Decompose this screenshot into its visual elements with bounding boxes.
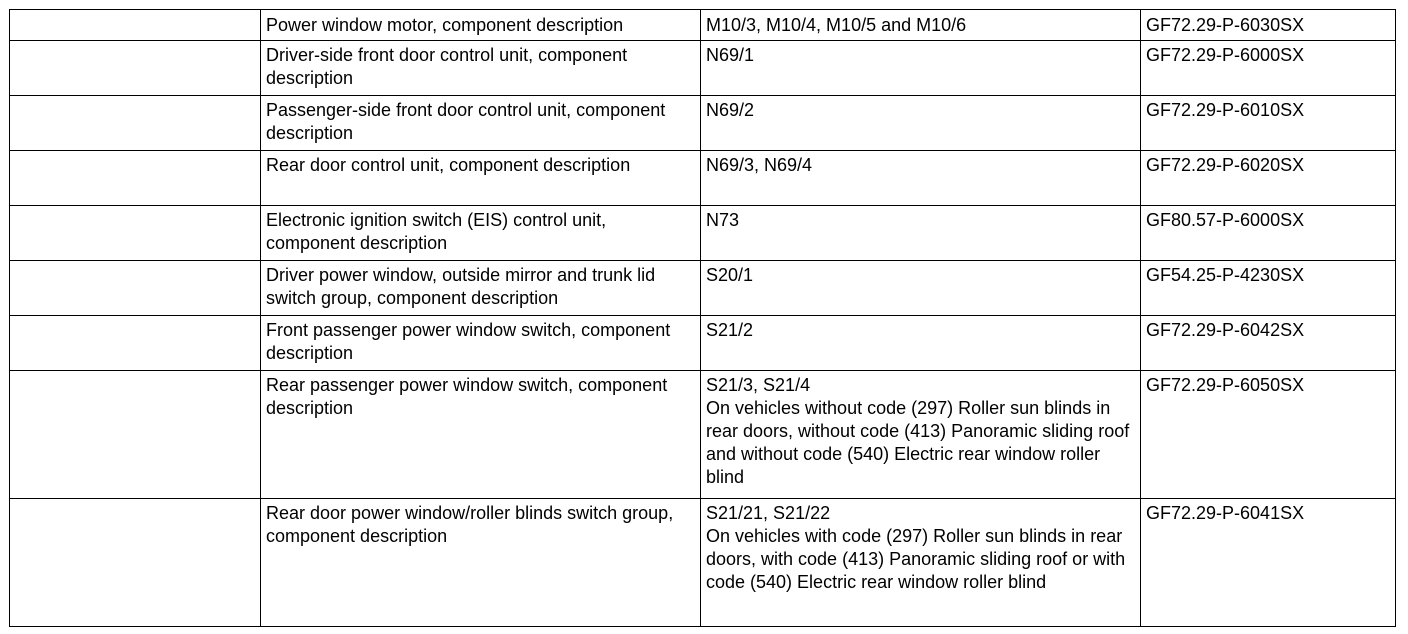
description-cell: Driver power window, outside mirror and trunk lid switch group, component description: [261, 261, 701, 316]
component-cell: [701, 10, 1141, 41]
document-link[interactable]: GF72.29-P-6050SX: [1141, 371, 1396, 499]
table-row: [10, 96, 1396, 151]
table-row: [10, 151, 1396, 206]
component-cell: [701, 41, 1141, 96]
component-code: N73: [706, 210, 740, 230]
component-code: M10/3, M10/4, M10/5 and M10/6: [706, 15, 967, 35]
component-code: S20/1: [706, 265, 754, 285]
component-code: S21/3, S21/4: [706, 375, 811, 395]
component-cell: [701, 206, 1141, 261]
table-row: [10, 206, 1396, 261]
component-cell: [701, 96, 1141, 151]
description-cell: Electronic ignition switch (EIS) control unit, component description: [261, 206, 701, 261]
empty-cell: [10, 206, 261, 261]
empty-cell: [10, 96, 261, 151]
description-cell: Rear door control unit, component description: [261, 151, 701, 206]
component-code: N69/2: [706, 100, 755, 120]
component-condition: On vehicles with code (297) Roller sun blinds in rear doors, with code (413) Panoramic sliding roof or with code (540) Electric rear window roller blind: [706, 526, 1126, 592]
empty-cell: [10, 499, 261, 627]
description-cell: Driver-side front door control unit, component description: [261, 41, 701, 96]
description-cell: Rear door power window/roller blinds switch group, component description: [261, 499, 701, 627]
component-cell: [701, 499, 1141, 627]
empty-cell: [10, 371, 261, 499]
component-cell: [701, 371, 1141, 499]
component-cell: [701, 316, 1141, 371]
empty-cell: [10, 10, 261, 41]
component-code: S21/21, S21/22: [706, 503, 831, 523]
document-link[interactable]: GF72.29-P-6041SX: [1141, 499, 1396, 627]
document-link[interactable]: GF72.29-P-6030SX: [1141, 10, 1396, 41]
empty-cell: [10, 316, 261, 371]
table-row: [10, 41, 1396, 96]
document-link[interactable]: GF72.29-P-6042SX: [1141, 316, 1396, 371]
document-link[interactable]: GF54.25-P-4230SX: [1141, 261, 1396, 316]
reference-table: [9, 9, 1396, 627]
component-cell: [701, 261, 1141, 316]
component-code: N69/3, N69/4: [706, 155, 813, 175]
component-code: S21/2: [706, 320, 754, 340]
document-link[interactable]: GF72.29-P-6010SX: [1141, 96, 1396, 151]
component-cell: [701, 151, 1141, 206]
table-row: [10, 10, 1396, 41]
table-row: [10, 499, 1396, 627]
document-link[interactable]: GF72.29-P-6000SX: [1141, 41, 1396, 96]
document-link[interactable]: GF80.57-P-6000SX: [1141, 206, 1396, 261]
description-cell: Front passenger power window switch, component description: [261, 316, 701, 371]
description-cell: Rear passenger power window switch, component description: [261, 371, 701, 499]
empty-cell: [10, 151, 261, 206]
table-row: [10, 371, 1396, 499]
table-row: [10, 261, 1396, 316]
component-condition: On vehicles without code (297) Roller sun blinds in rear doors, without code (413) Panoramic sliding roof and without code (540) Electric rear window roller blind: [706, 398, 1130, 487]
empty-cell: [10, 41, 261, 96]
empty-cell: [10, 261, 261, 316]
component-code: N69/1: [706, 45, 755, 65]
document-link[interactable]: GF72.29-P-6020SX: [1141, 151, 1396, 206]
description-cell: Power window motor, component description: [261, 10, 701, 41]
table-row: [10, 316, 1396, 371]
description-cell: Passenger-side front door control unit, component description: [261, 96, 701, 151]
